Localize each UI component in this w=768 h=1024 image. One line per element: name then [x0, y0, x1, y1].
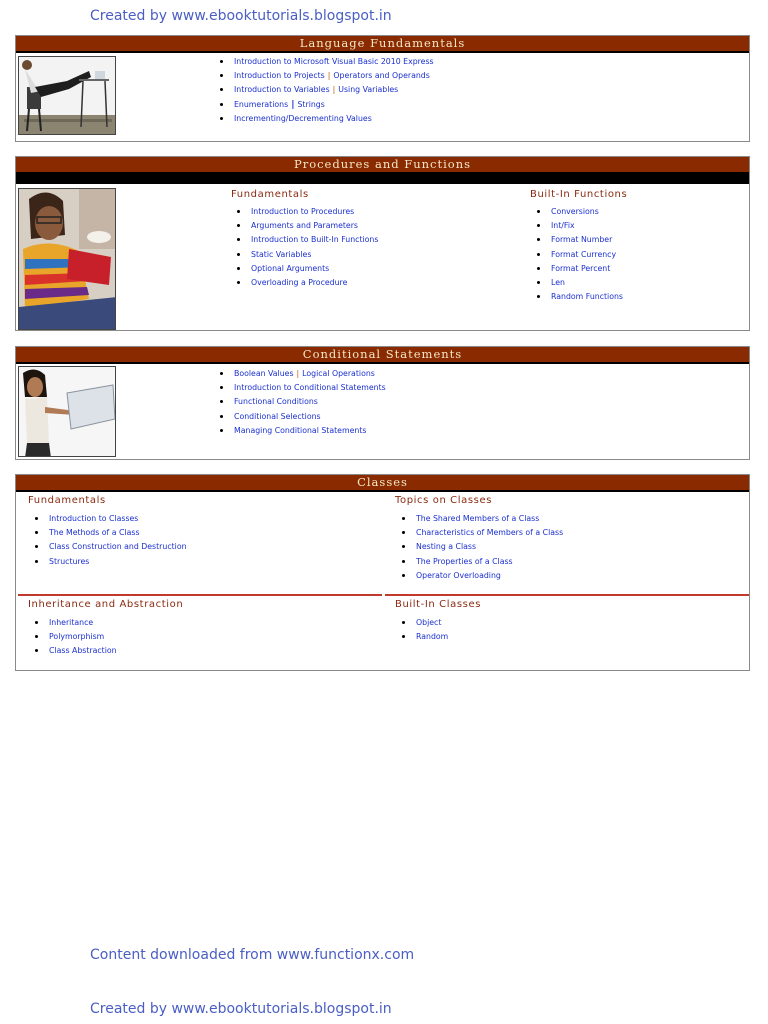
photo-man-relaxing — [18, 56, 116, 135]
list-item — [220, 412, 386, 426]
link-optional-arguments[interactable]: Optional Arguments — [251, 263, 330, 273]
photo-woman-holding-board — [18, 366, 116, 457]
list-item — [402, 557, 563, 571]
link-characteristics-members[interactable]: Characteristics of Members of a Class — [416, 528, 564, 538]
list-item — [35, 542, 187, 556]
list-item — [537, 250, 623, 264]
list-item — [237, 235, 378, 249]
link-overloading-procedure[interactable]: Overloading a Procedure — [251, 277, 348, 287]
section-title-procedures: Procedures and Functions — [16, 157, 749, 172]
list-item — [237, 278, 378, 292]
link-len[interactable]: Len — [551, 277, 565, 287]
classes-inheritance-list — [35, 618, 117, 661]
section-procedures-functions — [15, 156, 750, 331]
separator: | — [327, 71, 331, 81]
link-structures[interactable]: Structures — [49, 556, 90, 566]
link-format-percent[interactable]: Format Percent — [551, 263, 611, 273]
link-random-functions[interactable]: Random Functions — [551, 292, 623, 302]
list-item — [35, 646, 117, 660]
photo-woman-reading — [18, 188, 116, 330]
section-conditional-statements — [15, 346, 750, 460]
list-item — [237, 221, 378, 235]
list-item — [402, 542, 563, 556]
separator: | — [296, 369, 300, 378]
header-credit: Created by www.ebooktutorials.blogspot.in — [90, 8, 392, 24]
list-item — [35, 618, 117, 632]
link-conditional-selections[interactable]: Conditional Selections — [234, 411, 321, 421]
list-item — [402, 632, 448, 646]
list-item — [220, 369, 386, 383]
separator: | — [332, 85, 336, 95]
section-title-language: Language Fundamentals — [16, 36, 749, 53]
link-functional-conditions[interactable]: Functional Conditions — [234, 397, 318, 407]
procedures-fundamentals-heading: Fundamentals — [231, 189, 309, 200]
classes-topics-heading: Topics on Classes — [395, 495, 493, 506]
list-item — [220, 85, 434, 99]
divider-bar — [16, 172, 749, 184]
language-link-list — [220, 57, 434, 128]
list-item — [537, 221, 623, 235]
link-logical-operations[interactable]: Logical Operations — [302, 369, 375, 378]
classes-inheritance-heading: Inheritance and Abstraction — [28, 599, 184, 610]
link-format-number[interactable]: Format Number — [551, 235, 613, 245]
list-item — [220, 100, 434, 114]
list-item — [220, 57, 434, 71]
classes-fundamentals-list — [35, 514, 187, 571]
link-methods-class[interactable]: The Methods of a Class — [49, 528, 140, 538]
link-inheritance[interactable]: Inheritance — [49, 618, 94, 627]
list-item — [537, 278, 623, 292]
link-incrementing[interactable]: Incrementing/Decrementing Values — [234, 113, 372, 123]
link-arguments-parameters[interactable]: Arguments and Parameters — [251, 221, 358, 231]
link-int-fix[interactable]: Int/Fix — [551, 221, 575, 231]
list-item — [220, 426, 386, 440]
section-title-conditional: Conditional Statements — [16, 347, 749, 364]
list-item — [220, 383, 386, 397]
link-operators-operands[interactable]: Operators and Operands — [333, 71, 430, 81]
section-classes — [15, 474, 750, 671]
section-title-classes: Classes — [16, 475, 749, 492]
link-intro-projects[interactable]: Introduction to Projects — [234, 71, 325, 81]
list-item — [537, 264, 623, 278]
list-item — [220, 114, 434, 128]
procedures-builtin-heading: Built-In Functions — [530, 189, 628, 200]
link-intro-conditional[interactable]: Introduction to Conditional Statements — [234, 383, 386, 393]
list-item — [537, 292, 623, 306]
list-item — [537, 235, 623, 249]
link-static-variables[interactable]: Static Variables — [251, 249, 312, 259]
classes-builtin-heading: Built-In Classes — [395, 599, 482, 610]
link-managing-conditional[interactable]: Managing Conditional Statements — [234, 425, 367, 435]
list-item — [537, 207, 623, 221]
link-format-currency[interactable]: Format Currency — [551, 249, 617, 259]
conditional-link-list — [220, 369, 386, 440]
link-operator-overloading[interactable]: Operator Overloading — [416, 570, 501, 580]
link-class-abstraction[interactable]: Class Abstraction — [49, 646, 117, 656]
list-item — [35, 632, 117, 646]
list-item — [237, 207, 378, 221]
link-conversions[interactable]: Conversions — [551, 207, 599, 216]
link-intro-procedures[interactable]: Introduction to Procedures — [251, 207, 355, 216]
list-item — [220, 397, 386, 411]
link-random[interactable]: Random — [416, 632, 449, 642]
link-intro-classes[interactable]: Introduction to Classes — [49, 514, 139, 523]
classes-fundamentals-heading: Fundamentals — [28, 495, 106, 506]
list-item — [220, 71, 434, 85]
divider-right — [385, 594, 749, 596]
link-intro-vb2010[interactable]: Introduction to Microsoft Visual Basic 2010 Express — [234, 57, 434, 66]
list-item — [402, 618, 448, 632]
list-item — [237, 250, 378, 264]
separator: | — [291, 99, 295, 110]
list-item — [35, 557, 187, 571]
divider-left — [18, 594, 382, 596]
footer-credit: Created by www.ebooktutorials.blogspot.in — [90, 1001, 392, 1017]
footer-source: Content downloaded from www.functionx.com — [90, 947, 415, 963]
link-nesting-class[interactable]: Nesting a Class — [416, 542, 477, 552]
procedures-builtin-list — [537, 207, 623, 306]
link-intro-builtin-functions[interactable]: Introduction to Built-In Functions — [251, 235, 379, 245]
procedures-fundamentals-list — [237, 207, 378, 292]
list-item — [35, 514, 187, 528]
link-class-construction[interactable]: Class Construction and Destruction — [49, 542, 187, 552]
list-item — [402, 514, 563, 528]
classes-topics-list — [402, 514, 563, 585]
link-shared-members[interactable]: The Shared Members of a Class — [416, 514, 540, 523]
link-polymorphism[interactable]: Polymorphism — [49, 632, 105, 642]
list-item — [402, 571, 563, 585]
link-strings[interactable]: Strings — [297, 99, 325, 109]
list-item — [35, 528, 187, 542]
section-language-fundamentals — [15, 35, 750, 142]
link-using-variables[interactable]: Using Variables — [338, 85, 399, 95]
link-object[interactable]: Object — [416, 618, 442, 627]
list-item — [402, 528, 563, 542]
link-intro-variables[interactable]: Introduction to Variables — [234, 85, 330, 95]
link-boolean-values[interactable]: Boolean Values — [234, 369, 294, 378]
link-enumerations[interactable]: Enumerations — [234, 99, 289, 109]
link-properties-class[interactable]: The Properties of a Class — [416, 556, 513, 566]
classes-builtin-list — [402, 618, 448, 646]
list-item — [237, 264, 378, 278]
